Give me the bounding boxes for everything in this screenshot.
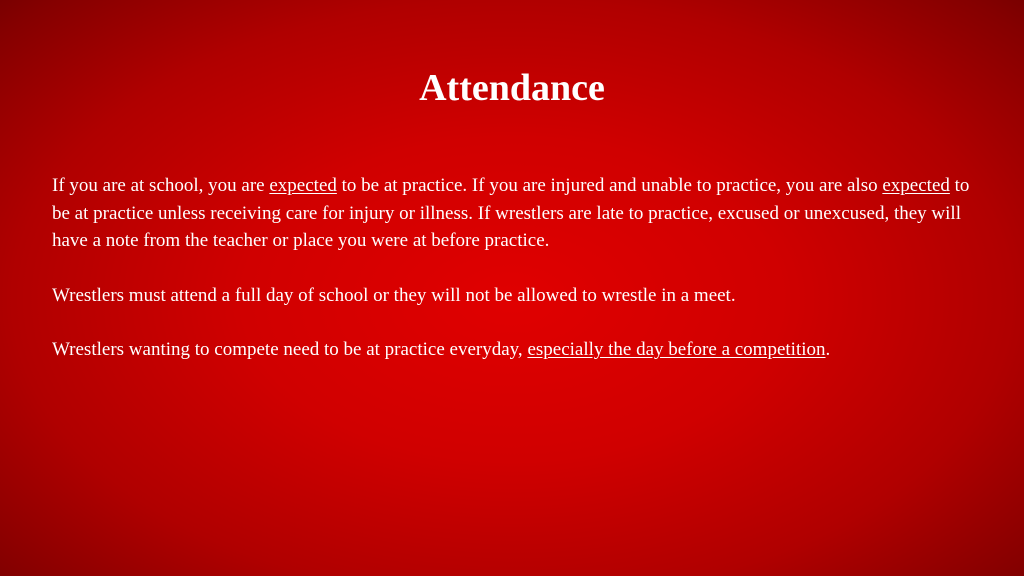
paragraph-compete [52, 336, 982, 364]
text-segment: . [825, 339, 831, 360]
slide-title: Attendance [419, 67, 605, 109]
paragraph-practice-expectation [52, 172, 982, 255]
text-segment: Wrestlers wanting to compete need to be at practice everyday, [52, 339, 528, 360]
underlined-expected: expected [882, 175, 950, 196]
text-segment: If you are at school, you are [52, 175, 270, 196]
text-segment: to be at practice unless receiving care for injury or illness. If wrestlers are late to practice, excused or unexcused, they will have a note from the teacher or place you were at before practice. [52, 175, 970, 251]
text-segment: to be at practice. If you are injured and unable to practice, you are also [336, 175, 883, 196]
slide-body [52, 172, 982, 391]
underlined-expected: expected [269, 175, 337, 196]
paragraph-full-day [52, 282, 982, 310]
underlined-day-before-competition: especially the day before a competition [527, 339, 826, 360]
text-segment: Wrestlers must attend a full day of school or they will not be allowed to wrestle in a meet. [52, 284, 736, 306]
